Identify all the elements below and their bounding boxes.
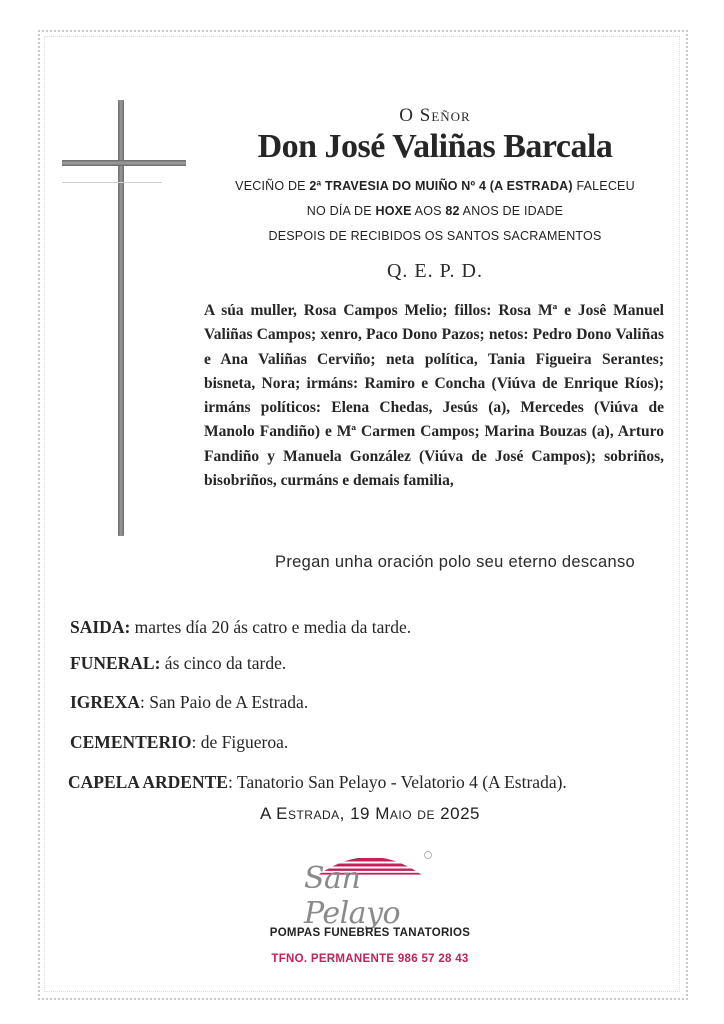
logo-wordmark: San Pelayo: [304, 861, 401, 931]
service-chapel: [68, 772, 567, 793]
service-cemetery: [70, 732, 288, 753]
service-value: martes día 20 ás catro e media da tarde.: [130, 617, 412, 637]
date-line: A Estrada, 19 Maio de 2025: [260, 804, 480, 823]
age-prefix: NO DÍA DE: [306, 204, 376, 218]
service-departure: [70, 617, 411, 638]
family-paragraph: A súa muller, Rosa Campos Melio; fillos: Rosa Mª e Josê Manuel Valiñas Campos; xenro, Paco Dono Pazos; netos: Pedro Dono Valiñas e Ana Valiñas Cerviño; neta política, Tania Figueira Serantes; bisneta, Nora; irmáns: Ramiro e Concha (Viúva de Enrique Ríos); irmáns políticos: Elena Chedas, Jesús (a), Mercedes (Viúva de Manolo Fandiño) e Mª Carmen Campos; Marina Bouzas (a), Arturo Fandiño y Manuela González (Viúva de José Campos); sobriños, bisobriños, curmáns e demais familia,: [204, 302, 664, 490]
service-value: ás cinco da tarde.: [160, 653, 287, 673]
qepd: Q. E. P. D.: [386, 260, 483, 282]
age-value: 82: [445, 204, 460, 218]
service-value: : San Paio de A Estrada.: [140, 692, 309, 712]
residence-line: [200, 179, 670, 193]
service-funeral: [70, 653, 286, 674]
company-tagline: POMPAS FUNEBRES TANATORIOS: [269, 927, 471, 939]
service-label: SAIDA:: [70, 617, 131, 637]
san-pelayo-logo: [290, 845, 450, 931]
service-value: : de Figueroa.: [191, 732, 289, 752]
death-day: HOXE: [375, 204, 412, 218]
service-label: CAPELA ARDENTE: [68, 772, 228, 792]
age-mid: AOS: [411, 204, 446, 218]
residence-address: 2ª TRAVESIA DO MUIÑO Nº 4 (A ESTRADA): [309, 179, 573, 193]
cross-shadow-line: [62, 182, 162, 183]
sacraments-line: DESPOIS DE RECIBIDOS OS SANTOS SACRAMENTOS: [268, 229, 602, 243]
service-label: FUNERAL:: [70, 653, 161, 673]
service-value: : Tanatorio San Pelayo - Velatorio 4 (A Estrada).: [227, 772, 567, 792]
service-label: IGREXA: [70, 692, 141, 712]
age-line: [200, 204, 670, 218]
service-church: [70, 692, 308, 713]
deceased-name: Don José Valiñas Barcala: [257, 128, 613, 165]
prayer-line: Pregan unha oración polo seu eterno descanso: [275, 553, 635, 571]
service-label: CEMENTERIO: [70, 732, 192, 752]
age-suffix: ANOS DE IDADE: [459, 204, 564, 218]
salutation: O Señor: [399, 105, 471, 126]
residence-prefix: VECIÑO DE: [235, 179, 310, 193]
residence-suffix: FALECEU: [572, 179, 635, 193]
phone-number: TFNO. PERMANENTE 986 57 28 43: [271, 953, 469, 965]
cross-icon-horizontal: [62, 160, 186, 166]
